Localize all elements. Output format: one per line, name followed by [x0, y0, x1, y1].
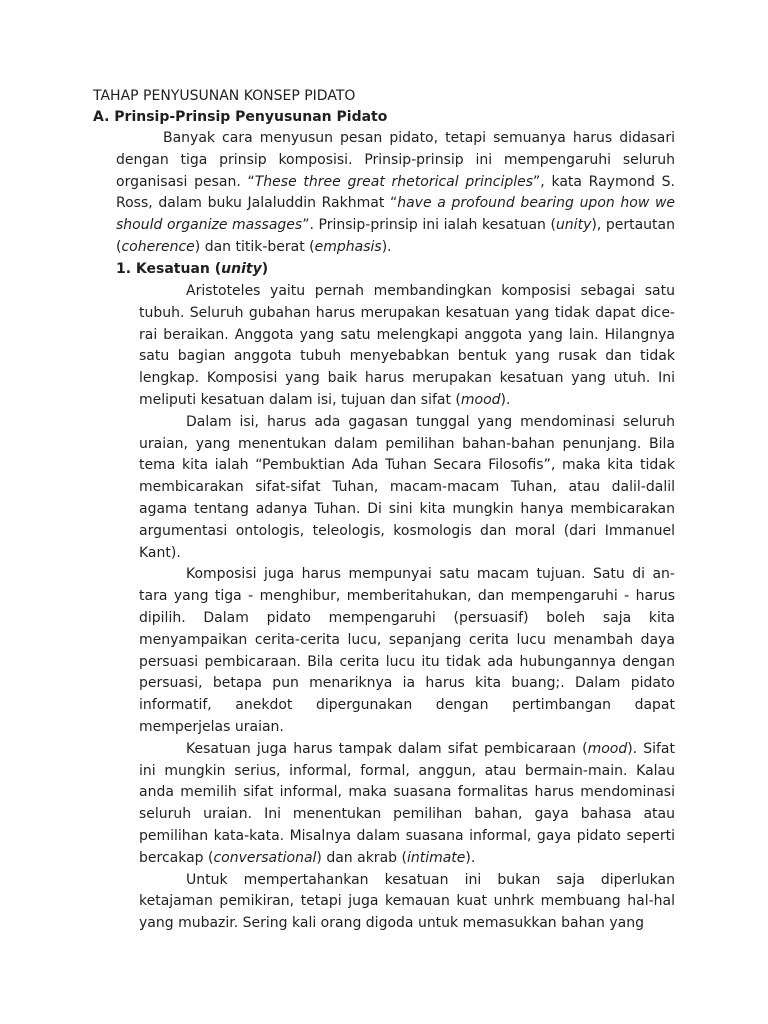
- para4-term-intimate: intimate: [406, 849, 466, 866]
- para4-text-b: ). Sifat ini mungkin serius, informal, formal, anggun, atau bermain-main. Kalau anda memilih sifat informal, maka suasana formalitas harus mendominasi seluruh uraian. Ini menentukan pemilihan bahan, gaya bahasa atau pemilihan kata-kata. Misalnya dalam suasana informal, gaya pidato seperti bercakap (: [139, 740, 676, 866]
- para4-text-a: Kesatuan juga harus tampak dalam sifat pembicaraan (: [186, 740, 588, 757]
- intro-term-coherence: coherence: [121, 238, 195, 255]
- para4-text-d: ).: [465, 849, 476, 866]
- paragraph-mempertahankan: Untuk mempertahankan kesatuan ini bukan saja diperlukan ketajaman pemikiran, tetapi juga kemauan kuat unhrk membuang hal-hal yang mubazir. Sering kali orang digoda untuk memasukkan bahan yang: [139, 871, 675, 932]
- section-heading-a: A. Prinsip-Prinsip Penyusunan Pidato: [93, 109, 388, 125]
- para4-term-mood: mood: [587, 740, 628, 757]
- para1-text-a: Aristoteles yaitu pernah membandingkan komposisi sebagai satu tubuh. Seluruh gubahan harus merupakan kesatuan yang tidak dapat dice-rai beraikan. Anggota yang satu melengkapi anggota yang lain. Hilangnya satu bagian anggota tubuh menyebabkan bentuk yang rusak dan tidak lengkap. Komposisi yang baik harus merupakan kesatuan yang utuh. Ini meliputi kesatuan dalam isi, tujuan dan sifat (: [139, 283, 675, 408]
- intro-quote-1: These three great rhetorical principles: [254, 173, 534, 190]
- intro-text-3: ”. Prinsip-prinsip ini ialah kesatuan (: [302, 217, 556, 234]
- document-title: TAHAP PENYUSUNAN KONSEP PIDATO: [93, 88, 356, 104]
- kesatuan-body: [139, 281, 675, 935]
- paragraph-tujuan: Komposisi juga harus mempunyai satu macam tujuan. Satu di an-tara yang tiga - menghibur, memberitahukan, dan mempengaruhi - harus dipilih. Dalam pidato mempengaruhi (persuasif) boleh saja kita menyampaikan cerita-cerita lucu, sepanjang cerita lucu menambah daya persuasi pembicaraan. Bila cerita lucu itu tidak ada hubungannya dengan persuasi, betapa pun menariknya ia harus kita buang;. Dalam pidato informatif, anekdot dipergunakan dengan pertimbangan dapat memperjelas uraian.: [139, 566, 675, 735]
- paragraph-sifat: [139, 739, 675, 870]
- para1-term-mood: mood: [460, 391, 501, 408]
- subsection-heading-kesatuan: [116, 259, 268, 279]
- intro-term-unity: unity: [555, 217, 592, 234]
- para4-text-c: ) dan akrab (: [316, 849, 407, 866]
- paragraph-dalam-isi: Dalam isi, harus ada gagasan tunggal yang mendominasi seluruh uraian, yang menentukan dalam pemilihan bahan-bahan penunjang. Bila tema kita ialah “Pembuktian Ada Tuhan Secara Filosofis”, maka kita tidak membicarakan sifat-sifat Tuhan, macam-macam Tuhan, atau dalil-dalil agama tentang adanya Tuhan. Di sini kita mungkin hanya membicarakan argumentasi ontologis, teleologis, kosmologis dan moral (dari Immanuel Kant).: [139, 413, 675, 561]
- para4-term-conversational: conversational: [213, 849, 317, 866]
- intro-paragraph: [116, 128, 675, 259]
- intro-text-2: ”, kata Raymond S. Ross, dalam buku Jalaluddin Rakhmat “: [116, 173, 675, 212]
- intro-text-5: ) dan titik-berat (: [194, 238, 315, 255]
- para1-text-b: ).: [500, 391, 511, 408]
- subsection-label-end: ): [261, 261, 269, 277]
- subsection-label: 1. Kesatuan (: [116, 261, 222, 277]
- subsection-label-term: unity: [221, 261, 262, 277]
- paragraph-aristoteles: [139, 281, 675, 412]
- intro-quote-2: have a profound bearing upon how we should organize massages: [116, 195, 676, 234]
- intro-text-4: ), pertautan (: [116, 217, 675, 255]
- intro-text-6: ).: [381, 238, 392, 255]
- intro-text-1: Banyak cara menyusun pesan pidato, tetapi semuanya harus didasari dengan tiga prinsip komposisi. Prinsip-prinsip ini mempengaruhi seluruh organisasi pesan. “: [116, 130, 675, 190]
- intro-term-emphasis: emphasis: [314, 238, 382, 255]
